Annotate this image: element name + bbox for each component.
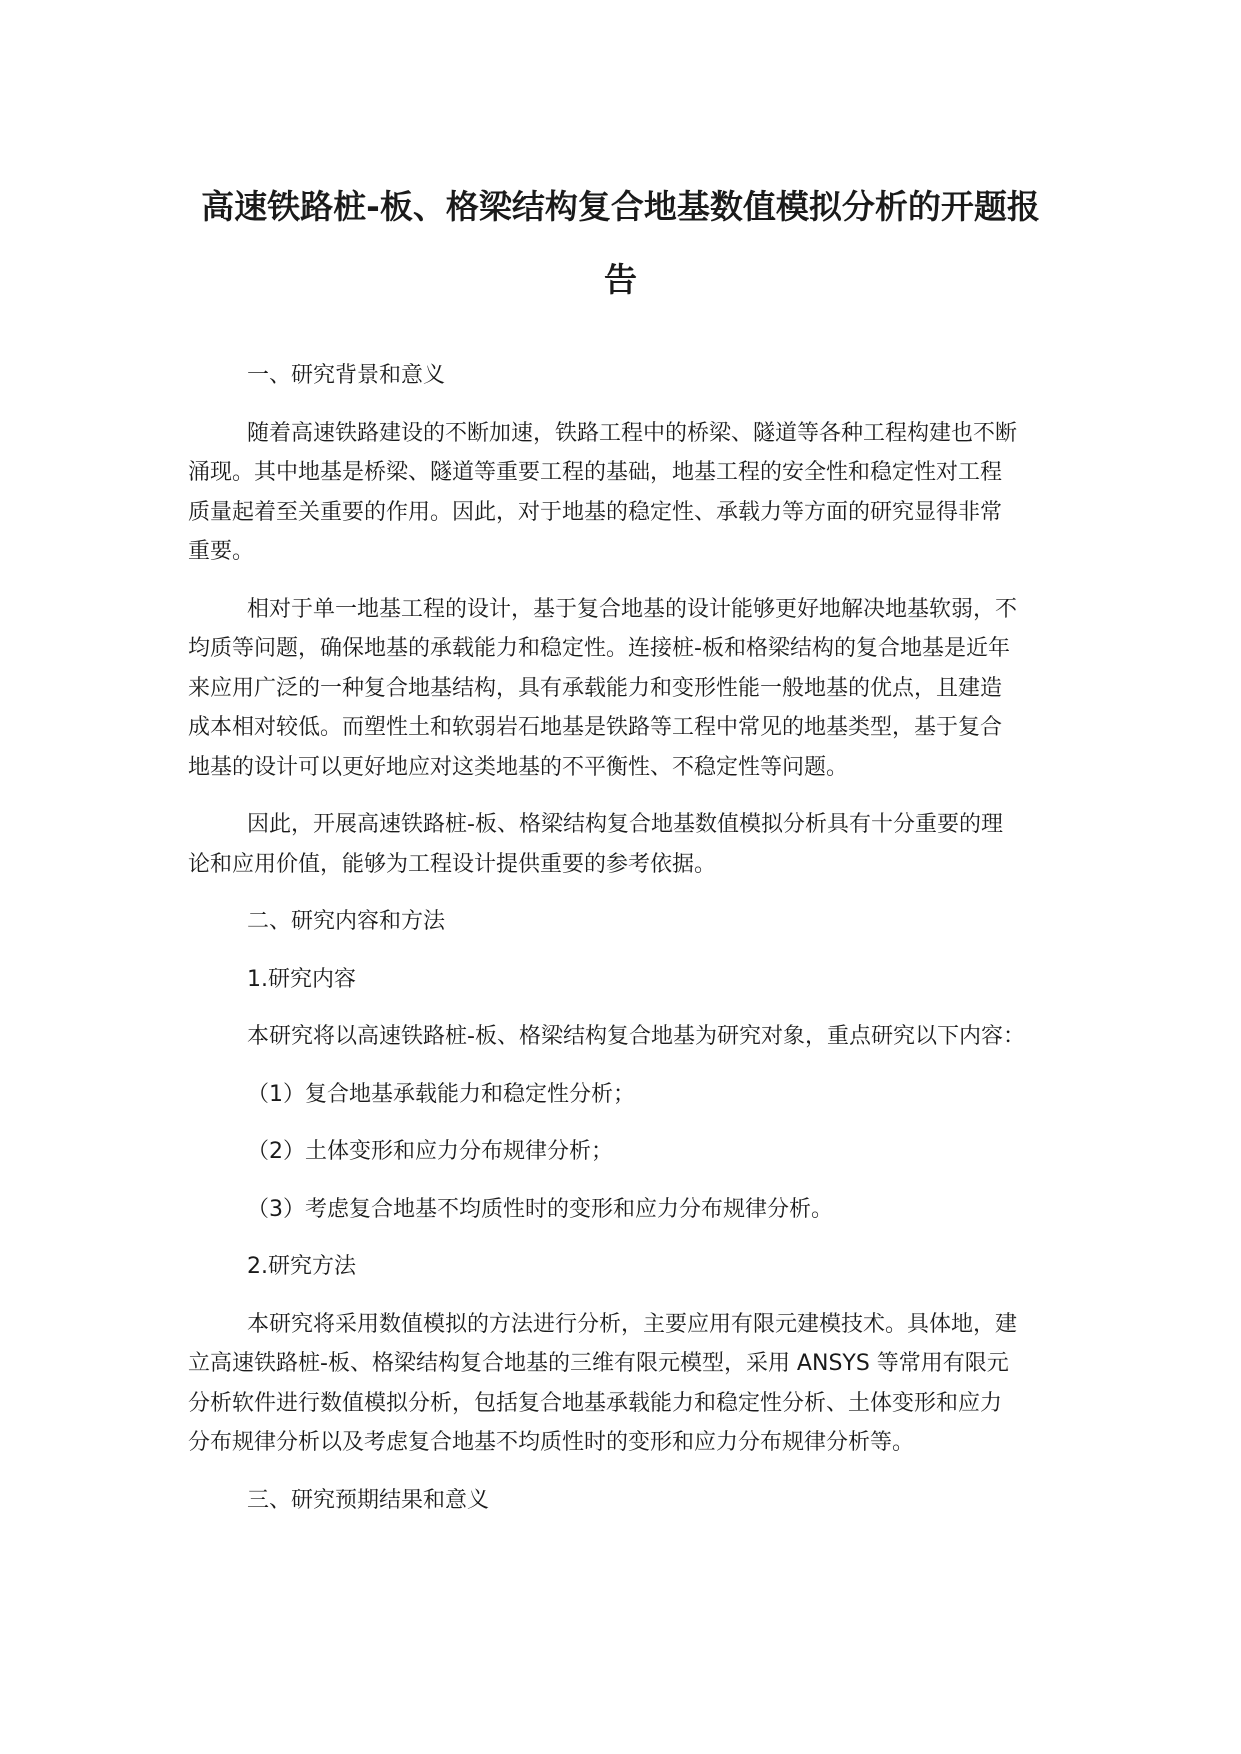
paragraph-line: 分析软件进行数值模拟分析，包括复合地基承载能力和稳定性分析、土体变形和应力 <box>188 1390 1003 1416</box>
paragraph-line: 相对于单一地基工程的设计，基于复合地基的设计能够更好地解决地基软弱，不 <box>247 596 1018 622</box>
paragraph-line: 成本相对较低。而塑性土和软弱岩石地基是铁路等工程中常见的地基类型，基于复合 <box>188 715 1003 740</box>
paragraph-line: 地基的设计可以更好地应对这类地基的不平衡性、不稳定性等问题。 <box>188 754 849 780</box>
paragraph-line: 重要。 <box>188 539 255 564</box>
paragraph-background-1 <box>188 414 1068 572</box>
paragraph-line: 本研究将采用数值模拟的方法进行分析，主要应用有限元建模技术。具体地，建 <box>247 1311 1018 1337</box>
paragraph-line: 随着高速铁路建设的不断加速，铁路工程中的桥梁、隧道等各种工程构建也不断 <box>247 420 1018 446</box>
research-content-lead: 本研究将以高速铁路桩-板、格梁结构复合地基为研究对象，重点研究以下内容： <box>247 1024 1025 1049</box>
list-item: （3）考虑复合地基不均质性时的变形和应力分布规律分析。 <box>247 1196 833 1222</box>
paragraph-line: 涌现。其中地基是桥梁、隧道等重要工程的基础，地基工程的安全性和稳定性对工程 <box>188 460 1003 485</box>
paragraph-line: 立高速铁路桩-板、格梁结构复合地基的三维有限元模型，采用 ANSYS 等常用有限元 <box>188 1351 1009 1376</box>
subheading-research-content: 1.研究内容 <box>247 966 356 992</box>
list-item: （2）土体变形和应力分布规律分析； <box>247 1139 613 1164</box>
paragraph-line: 因此，开展高速铁路桩-板、格梁结构复合地基数值模拟分析具有十分重要的理 <box>247 812 1003 837</box>
paragraph-line: 来应用广泛的一种复合地基结构，具有承载能力和变形性能一般地基的优点，且建造 <box>188 675 1003 701</box>
section-heading-background: 一、研究背景和意义 <box>247 363 446 388</box>
paragraph-line: 论和应用价值，能够为工程设计提供重要的参考依据。 <box>188 851 717 877</box>
paragraph-background-2 <box>188 590 1068 788</box>
list-item: （1）复合地基承载能力和稳定性分析； <box>247 1081 635 1107</box>
paragraph-method <box>188 1305 1068 1463</box>
paragraph-line: 分布规律分析以及考虑复合地基不均质性时的变形和应力分布规律分析等。 <box>188 1430 915 1455</box>
document-body <box>188 356 1068 1538</box>
title-line-1: 高速铁路桩-板、格梁结构复合地基数值模拟分析的开题报 <box>201 187 1040 226</box>
paragraph-line: 均质等问题，确保地基的承载能力和稳定性。连接桩-板和格梁结构的复合地基是近年 <box>188 636 1010 661</box>
document-title <box>150 170 1091 316</box>
section-heading-expected-results: 三、研究预期结果和意义 <box>247 1487 490 1513</box>
title-line-2: 告 <box>604 260 637 299</box>
section-heading-content-methods: 二、研究内容和方法 <box>247 909 446 934</box>
paragraph-line: 质量起着至关重要的作用。因此，对于地基的稳定性、承载力等方面的研究显得非常 <box>188 499 1003 525</box>
subheading-research-method: 2.研究方法 <box>247 1254 356 1279</box>
paragraph-background-3 <box>188 805 1068 884</box>
